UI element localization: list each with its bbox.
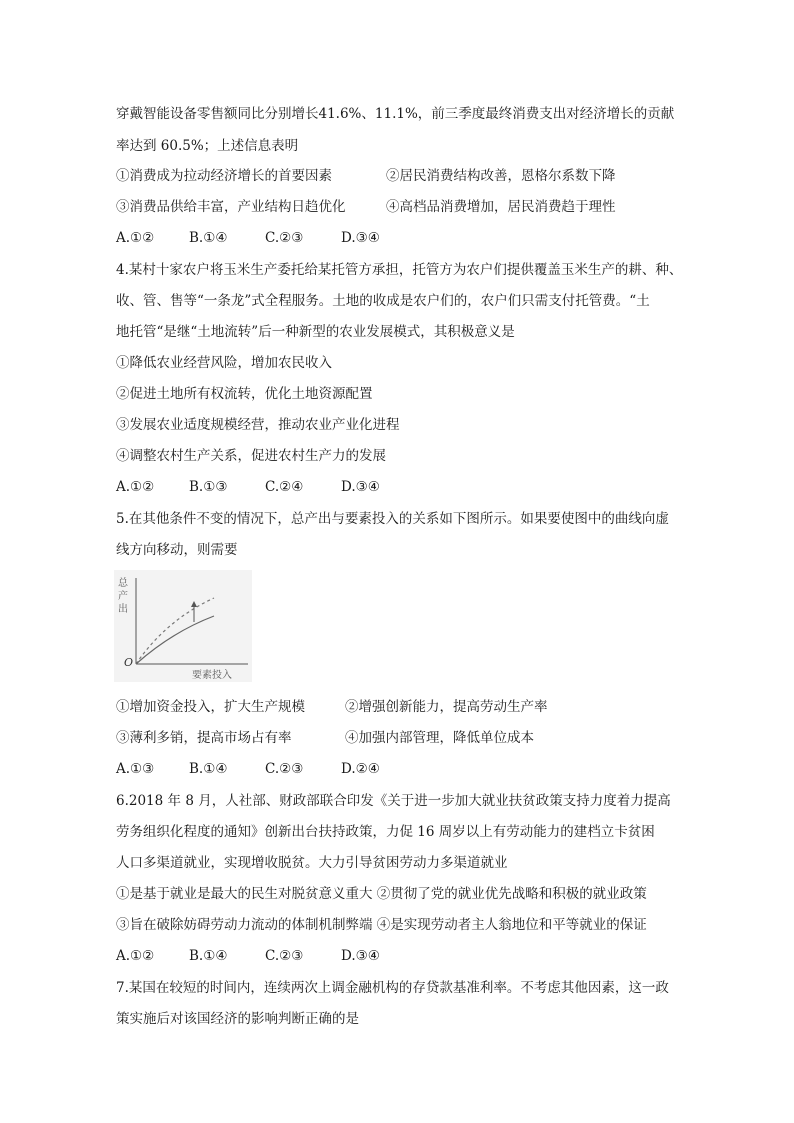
- x-axis-label: 要素投入: [192, 670, 232, 681]
- y-axis-label-char-3: 出: [118, 604, 128, 615]
- q6-option-b: B.①④: [189, 948, 228, 964]
- q5-statement-1: ①增加资金投入，扩大生产规模: [116, 699, 305, 715]
- q4-statement-4: ④调整农村生产关系，促进农村生产力的发展: [116, 448, 386, 464]
- q5-text-line2: 线方向移动，则需要: [116, 542, 238, 558]
- q6-option-d: D.③④: [341, 948, 380, 964]
- q6-statements-1-2: ①是基于就业是最大的民生对脱贫意义重大 ②贯彻了党的就业优先战略和积极的就业政策: [116, 886, 647, 902]
- q6-text-line1: 6.2018 年 8 月，人社部、财政部联合印发《关于进一步加大就业扶贫政策支持力度着力提高: [116, 793, 671, 809]
- q3-option-b: B.①④: [189, 230, 228, 246]
- output-input-diagram: [114, 570, 252, 682]
- q5-statement-4: ④加强内部管理，降低单位成本: [345, 730, 534, 746]
- q3-option-d: D.③④: [341, 230, 380, 246]
- q3-text-line2: 率达到 60.5%；上述信息表明: [116, 138, 299, 154]
- q3-option-c: C.②③: [265, 230, 304, 246]
- diagram-svg: [114, 570, 252, 682]
- q4-option-d: D.③④: [341, 479, 380, 495]
- q5-statement-3: ③薄利多销，提高市场占有率: [116, 730, 292, 746]
- q3-statement-1: ①消费成为拉动经济增长的首要因素: [116, 168, 332, 184]
- origin-label: O: [124, 656, 134, 669]
- q5-option-d: D.②④: [341, 761, 380, 777]
- q7-text-line2: 策实施后对该国经济的影响判断正确的是: [116, 1011, 359, 1027]
- q5-option-a: A.①③: [116, 761, 155, 777]
- y-axis-label-char-2: 产: [118, 591, 128, 602]
- q3-statement-2: ②居民消费结构改善，恩格尔系数下降: [386, 168, 616, 184]
- q4-option-a: A.①②: [116, 479, 155, 495]
- q6-statements-3-4: ③旨在破除妨碍劳动力流动的体制机制弊端 ④是实现劳动者主人翁地位和平等就业的保证: [116, 917, 647, 933]
- y-axis-label-char-1: 总: [118, 578, 128, 589]
- q5-option-c: C.②③: [265, 761, 304, 777]
- q4-text-line1: 4.某村十家农户将玉米生产委托给某托管方承担，托管方为农户们提供覆盖玉米生产的耕、种、: [116, 262, 683, 278]
- q3-text-line1: 穿戴智能设备零售额同比分别增长41.6%、11.1%，前三季度最终消费支出对经济增长的贡献: [116, 106, 675, 122]
- q3-option-a: A.①②: [116, 230, 155, 246]
- q6-option-c: C.②③: [265, 948, 304, 964]
- q4-statement-2: ②促进土地所有权流转，优化土地资源配置: [116, 386, 373, 402]
- q3-statement-4: ④高档品消费增加，居民消费趋于理性: [386, 199, 616, 215]
- q4-option-c: C.②④: [265, 479, 304, 495]
- q4-option-b: B.①③: [189, 479, 228, 495]
- shift-arrow-head: [191, 601, 197, 607]
- q6-text-line2: 劳务组织化程度的通知》创新出台扶持政策，力促 16 周岁以上有劳动能力的建档立卡贫困: [116, 824, 655, 840]
- q6-text-line3: 人口多渠道就业，实现增收脱贫。大力引导贫困劳动力多渠道就业: [116, 855, 508, 871]
- solid-curve: [136, 616, 214, 664]
- q5-text-line1: 5.在其他条件不变的情况下，总产出与要素投入的关系如下图所示。如果要使图中的曲线向虚: [116, 511, 669, 527]
- q4-statement-3: ③发展农业适度规模经营，推动农业产业化进程: [116, 417, 400, 433]
- q5-statement-2: ②增强创新能力，提高劳动生产率: [345, 699, 548, 715]
- q4-statement-1: ①降低农业经营风险，增加农民收入: [116, 355, 332, 371]
- q4-text-line3: 地托管“是继“土地流转”后一种新型的农业发展模式，其积极意义是: [116, 324, 515, 340]
- q7-text-line1: 7.某国在较短的时间内，连续两次上调金融机构的存贷款基准利率。不考虑其他因素，这一政: [116, 980, 669, 996]
- q6-option-a: A.①②: [116, 948, 155, 964]
- q4-text-line2: 收、管、售等“一条龙”式全程服务。土地的收成是农户们的，农户们只需支付托管费。“土: [116, 293, 650, 309]
- q5-option-b: B.①④: [189, 761, 228, 777]
- q3-statement-3: ③消费品供给丰富，产业结构日趋优化: [116, 199, 346, 215]
